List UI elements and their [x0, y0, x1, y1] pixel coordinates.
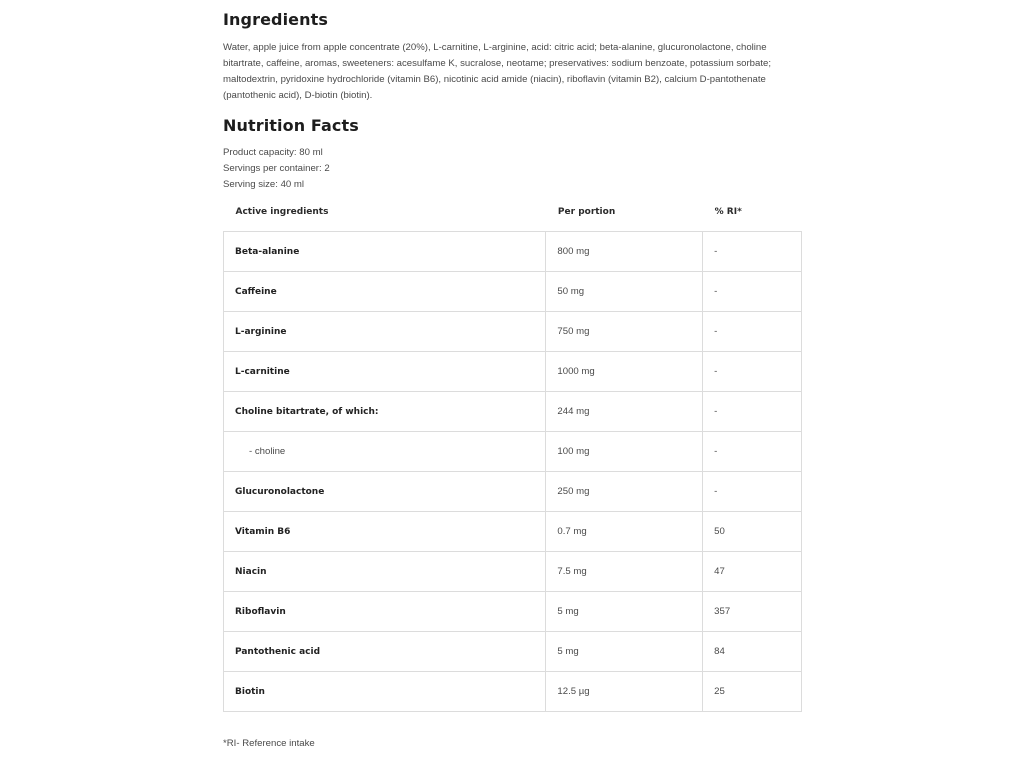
table-row: [224, 432, 802, 472]
per-portion-value: 250 mg: [546, 472, 703, 512]
column-header-ri: % RI*: [714, 207, 742, 217]
ri-value: 47: [703, 552, 802, 592]
ri-value: 50: [703, 512, 802, 552]
nutrition-table: [223, 193, 802, 712]
table-row: [224, 472, 802, 512]
table-row: [224, 272, 802, 312]
per-portion-value: 750 mg: [546, 312, 703, 352]
per-portion-value: 1000 mg: [546, 352, 703, 392]
ingredient-name: Vitamin B6: [224, 512, 546, 552]
ri-value: -: [703, 232, 802, 272]
table-row: [224, 592, 802, 632]
ingredient-name: Choline bitartrate, of which:: [224, 392, 546, 432]
per-portion-value: 12.5 µg: [546, 672, 703, 712]
ingredient-name: Beta-alanine: [224, 232, 546, 272]
ri-value: -: [703, 432, 802, 472]
ri-value: 84: [703, 632, 802, 672]
nutrition-facts-summary: [223, 145, 330, 193]
per-portion-value: 5 mg: [546, 592, 703, 632]
ingredient-name: L-arginine: [224, 312, 546, 352]
ri-value: 25: [703, 672, 802, 712]
per-portion-value: 50 mg: [546, 272, 703, 312]
ingredient-name: Glucuronolactone: [224, 472, 546, 512]
ingredient-name: Niacin: [224, 552, 546, 592]
column-header-active-ingredients: Active ingredients: [235, 207, 329, 217]
nutrition-facts-heading: Nutrition Facts: [223, 116, 359, 135]
ri-value: -: [703, 392, 802, 432]
ingredient-name: Biotin: [224, 672, 546, 712]
table-row: [224, 352, 802, 392]
ri-value: -: [703, 472, 802, 512]
ingredients-heading: Ingredients: [223, 10, 328, 29]
ingredient-name: L-carnitine: [224, 352, 546, 392]
ingredients-text: Water, apple juice from apple concentrate (20%), L-carnitine, L-arginine, acid: citric acid; beta-alanine, glucuronolactone, choline bitartrate, caffeine, aromas, sweeteners: acesulfame K, sucralose, neotame; preservatives: sodium benzoate, potassium sorbate; maltodextrin, pyridoxine hydrochloride (vitamin B6), nicotinic acid amide (niacin), riboflavin (vitamin B2), calcium D-pantothenate (pantothenic acid), D-biotin (biotin).: [223, 42, 772, 101]
table-row: [224, 632, 802, 672]
ingredient-name: Riboflavin: [224, 592, 546, 632]
ri-value: -: [703, 352, 802, 392]
per-portion-value: 100 mg: [546, 432, 703, 472]
table-row: [224, 312, 802, 352]
per-portion-value: 244 mg: [546, 392, 703, 432]
ri-value: 357: [703, 592, 802, 632]
per-portion-value: 0.7 mg: [546, 512, 703, 552]
per-portion-value: 7.5 mg: [546, 552, 703, 592]
ri-value: -: [703, 272, 802, 312]
serving-size: Serving size: 40 ml: [223, 179, 305, 190]
table-row: [224, 552, 802, 592]
product-capacity: Product capacity: 80 ml: [223, 147, 323, 158]
table-row: [224, 672, 802, 712]
ingredient-name: Pantothenic acid: [224, 632, 546, 672]
table-row: [224, 232, 802, 272]
ingredient-name: Caffeine: [224, 272, 546, 312]
ri-value: -: [703, 312, 802, 352]
table-row: [224, 512, 802, 552]
table-row: [224, 392, 802, 432]
per-portion-value: 5 mg: [546, 632, 703, 672]
column-header-per-portion: Per portion: [557, 207, 616, 217]
ri-footnote: *RI- Reference intake: [223, 738, 315, 749]
nutrition-table-header: [224, 193, 802, 232]
ingredient-name: - choline: [224, 432, 546, 472]
servings-per-container: Servings per container: 2: [223, 163, 330, 174]
per-portion-value: 800 mg: [546, 232, 703, 272]
